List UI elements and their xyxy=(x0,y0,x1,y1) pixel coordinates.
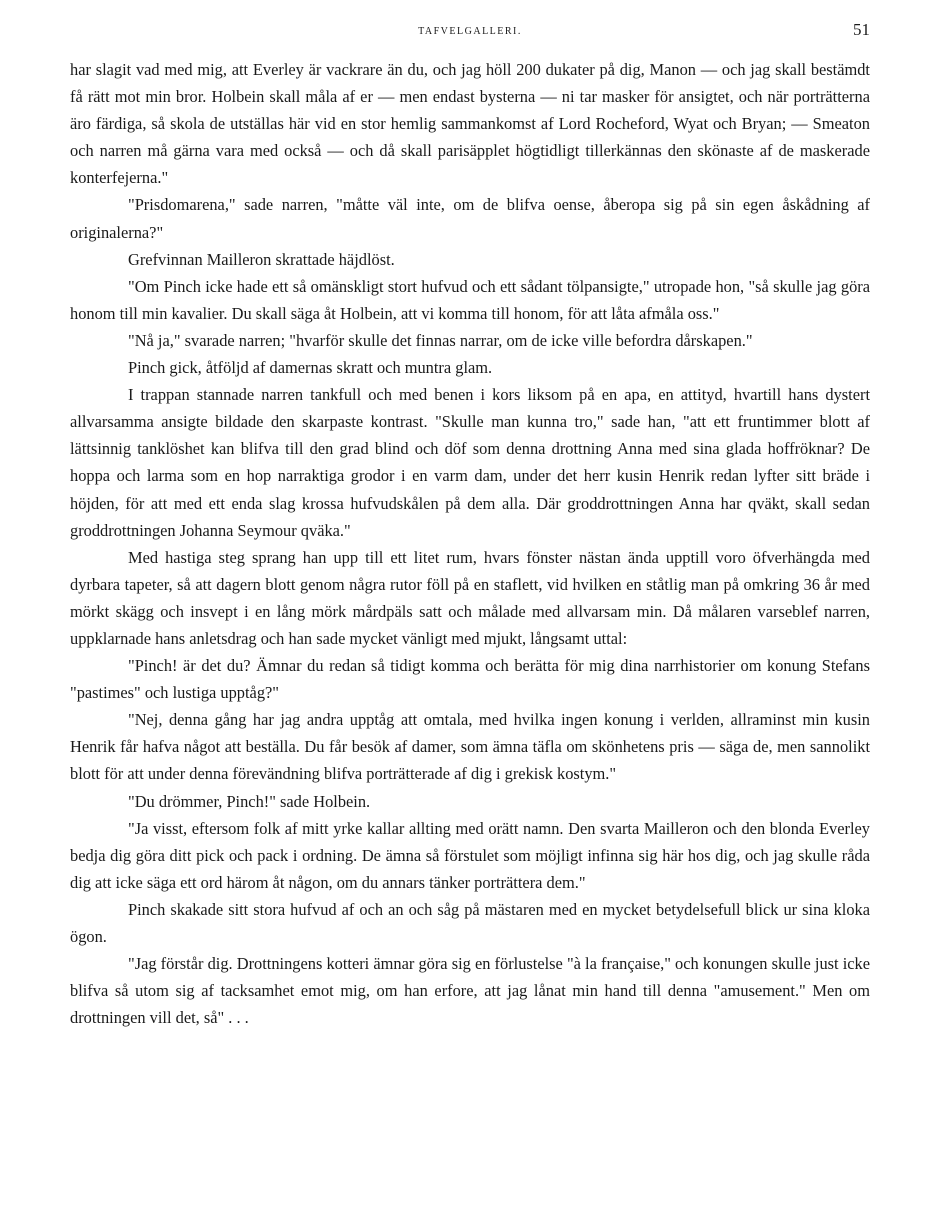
paragraph: Pinch skakade sitt stora hufvud af och an och såg på mästaren med en mycket betydelsefull blick ur sina kloka ögon. xyxy=(70,899,870,946)
paragraph: "Jag förstår dig. Drottningens kotteri ämnar göra sig en förlustelse "à la française," och konungen skulle just icke blifva så utom sig af tacksamhet emot mig, om han erfore, att jag lånat min hand till denna "amusement." Men om drottningen vill det, så" . . . xyxy=(70,954,870,1028)
paragraph: "Ja visst, eftersom folk af mitt yrke kallar allting med orätt namn. Den svarta Mailleron och den blonda Everley bedja dig göra ditt pick och pack i ordning. De ämna så förstulet som möjligt infinna sig här hos dig, och jag skulle råda dig att icke säga ett ord härom åt någon, om du annars tänker porträttera dem." xyxy=(70,818,870,892)
text-body xyxy=(70,56,870,1031)
page-header xyxy=(70,18,870,42)
paragraph-continued: har slagit vad med mig, att Everley är vackrare än du, och jag höll 200 dukater på dig, Manon — och jag skall bestämdt få rätt mot min bror. Holbein skall måla af er — men endast bysterna — ni tar masker för ansigtet, och när porträtterna äro färdiga, så skola de utställas här vid en stor hemlig sammankomst af Lord Rocheford, Wyat och Bryan; — Smeaton och narren må gärna vara med också — och då skall parisäpplet högtidligt tillerkännas den skönaste af de maskerade konterfejerna." xyxy=(70,60,870,188)
paragraph: "Om Pinch icke hade ett så omänskligt stort hufvud och ett sådant tölpansigte," utropade hon, "så skulle jag göra honom till min kavalier. Du skall säga åt Holbein, att vi komma till honom, för att låta afmåla oss." xyxy=(70,276,870,323)
paragraph: "Nej, denna gång har jag andra upptåg att omtala, med hvilka ingen konung i verlden, allraminst min kusin Henrik får hafva något att beställa. Du får besök af damer, som ämna täfla om skönhetens pris — säga de, men sannolikt blott för att under denna förevändning blifva porträtterade af dig i grekisk kostym." xyxy=(70,710,870,784)
paragraph: "Prisdomarena," sade narren, "måtte väl inte, om de blifva oense, åberopa sig på sin egen åskådning af originalerna?" xyxy=(70,195,870,242)
paragraph: Med hastiga steg sprang han upp till ett litet rum, hvars fönster nästan ända upptill voro öfverhängda med dyrbara tapeter, så att dagern blott genom några rutor föll på en staflett, vid hvilken en ståtlig man på omkring 36 år med mörkt skägg och insvept i en lång mörk mårdpäls satt och målade med allvarsam min. Då målaren varseblef narren, uppklarnade hans anletsdrag och han sade mycket vänligt med mjukt, långsamt uttal: xyxy=(70,547,870,648)
running-title: TAFVELGALLERI. xyxy=(418,26,522,37)
paragraph: "Du drömmer, Pinch!" sade Holbein. xyxy=(128,791,371,811)
paragraph: "Nå ja," svarade narren; "hvarför skulle det finnas narrar, om de icke ville befordra dårskapen." xyxy=(128,330,753,350)
paragraph: Grefvinnan Mailleron skrattade häjdlöst. xyxy=(128,249,395,269)
paragraph: I trappan stannade narren tankfull och med benen i kors liksom på en apa, en attityd, hvartill hans dystert allvarsamma ansigte bildade den skarpaste kontrast. "Skulle man kunna tro," sade han, "att ett fruntimmer blott af lättsinnig tanklöshet kan blifva till den grad blind och döf som denna drottning Anna med sina glada hoffröknar? De hoppa och larma som en hop narraktiga grodor i en varm dam, under det herr kusin Henrik redan lyfter sitt bräde i höjden, för att med ett enda slag krossa hufvudskålen på dem alla. Där groddrottningen Anna har qväkt, skall sedan groddrottningen Johanna Seymour qväka." xyxy=(70,385,870,540)
paragraph: Pinch gick, åtföljd af damernas skratt och muntra glam. xyxy=(128,358,493,378)
page-number: 51 xyxy=(853,20,870,39)
paragraph: "Pinch! är det du? Ämnar du redan så tidigt komma och berätta för mig dina narrhistorier om konung Stefans "pastimes" och lustiga upptåg?" xyxy=(70,656,870,703)
